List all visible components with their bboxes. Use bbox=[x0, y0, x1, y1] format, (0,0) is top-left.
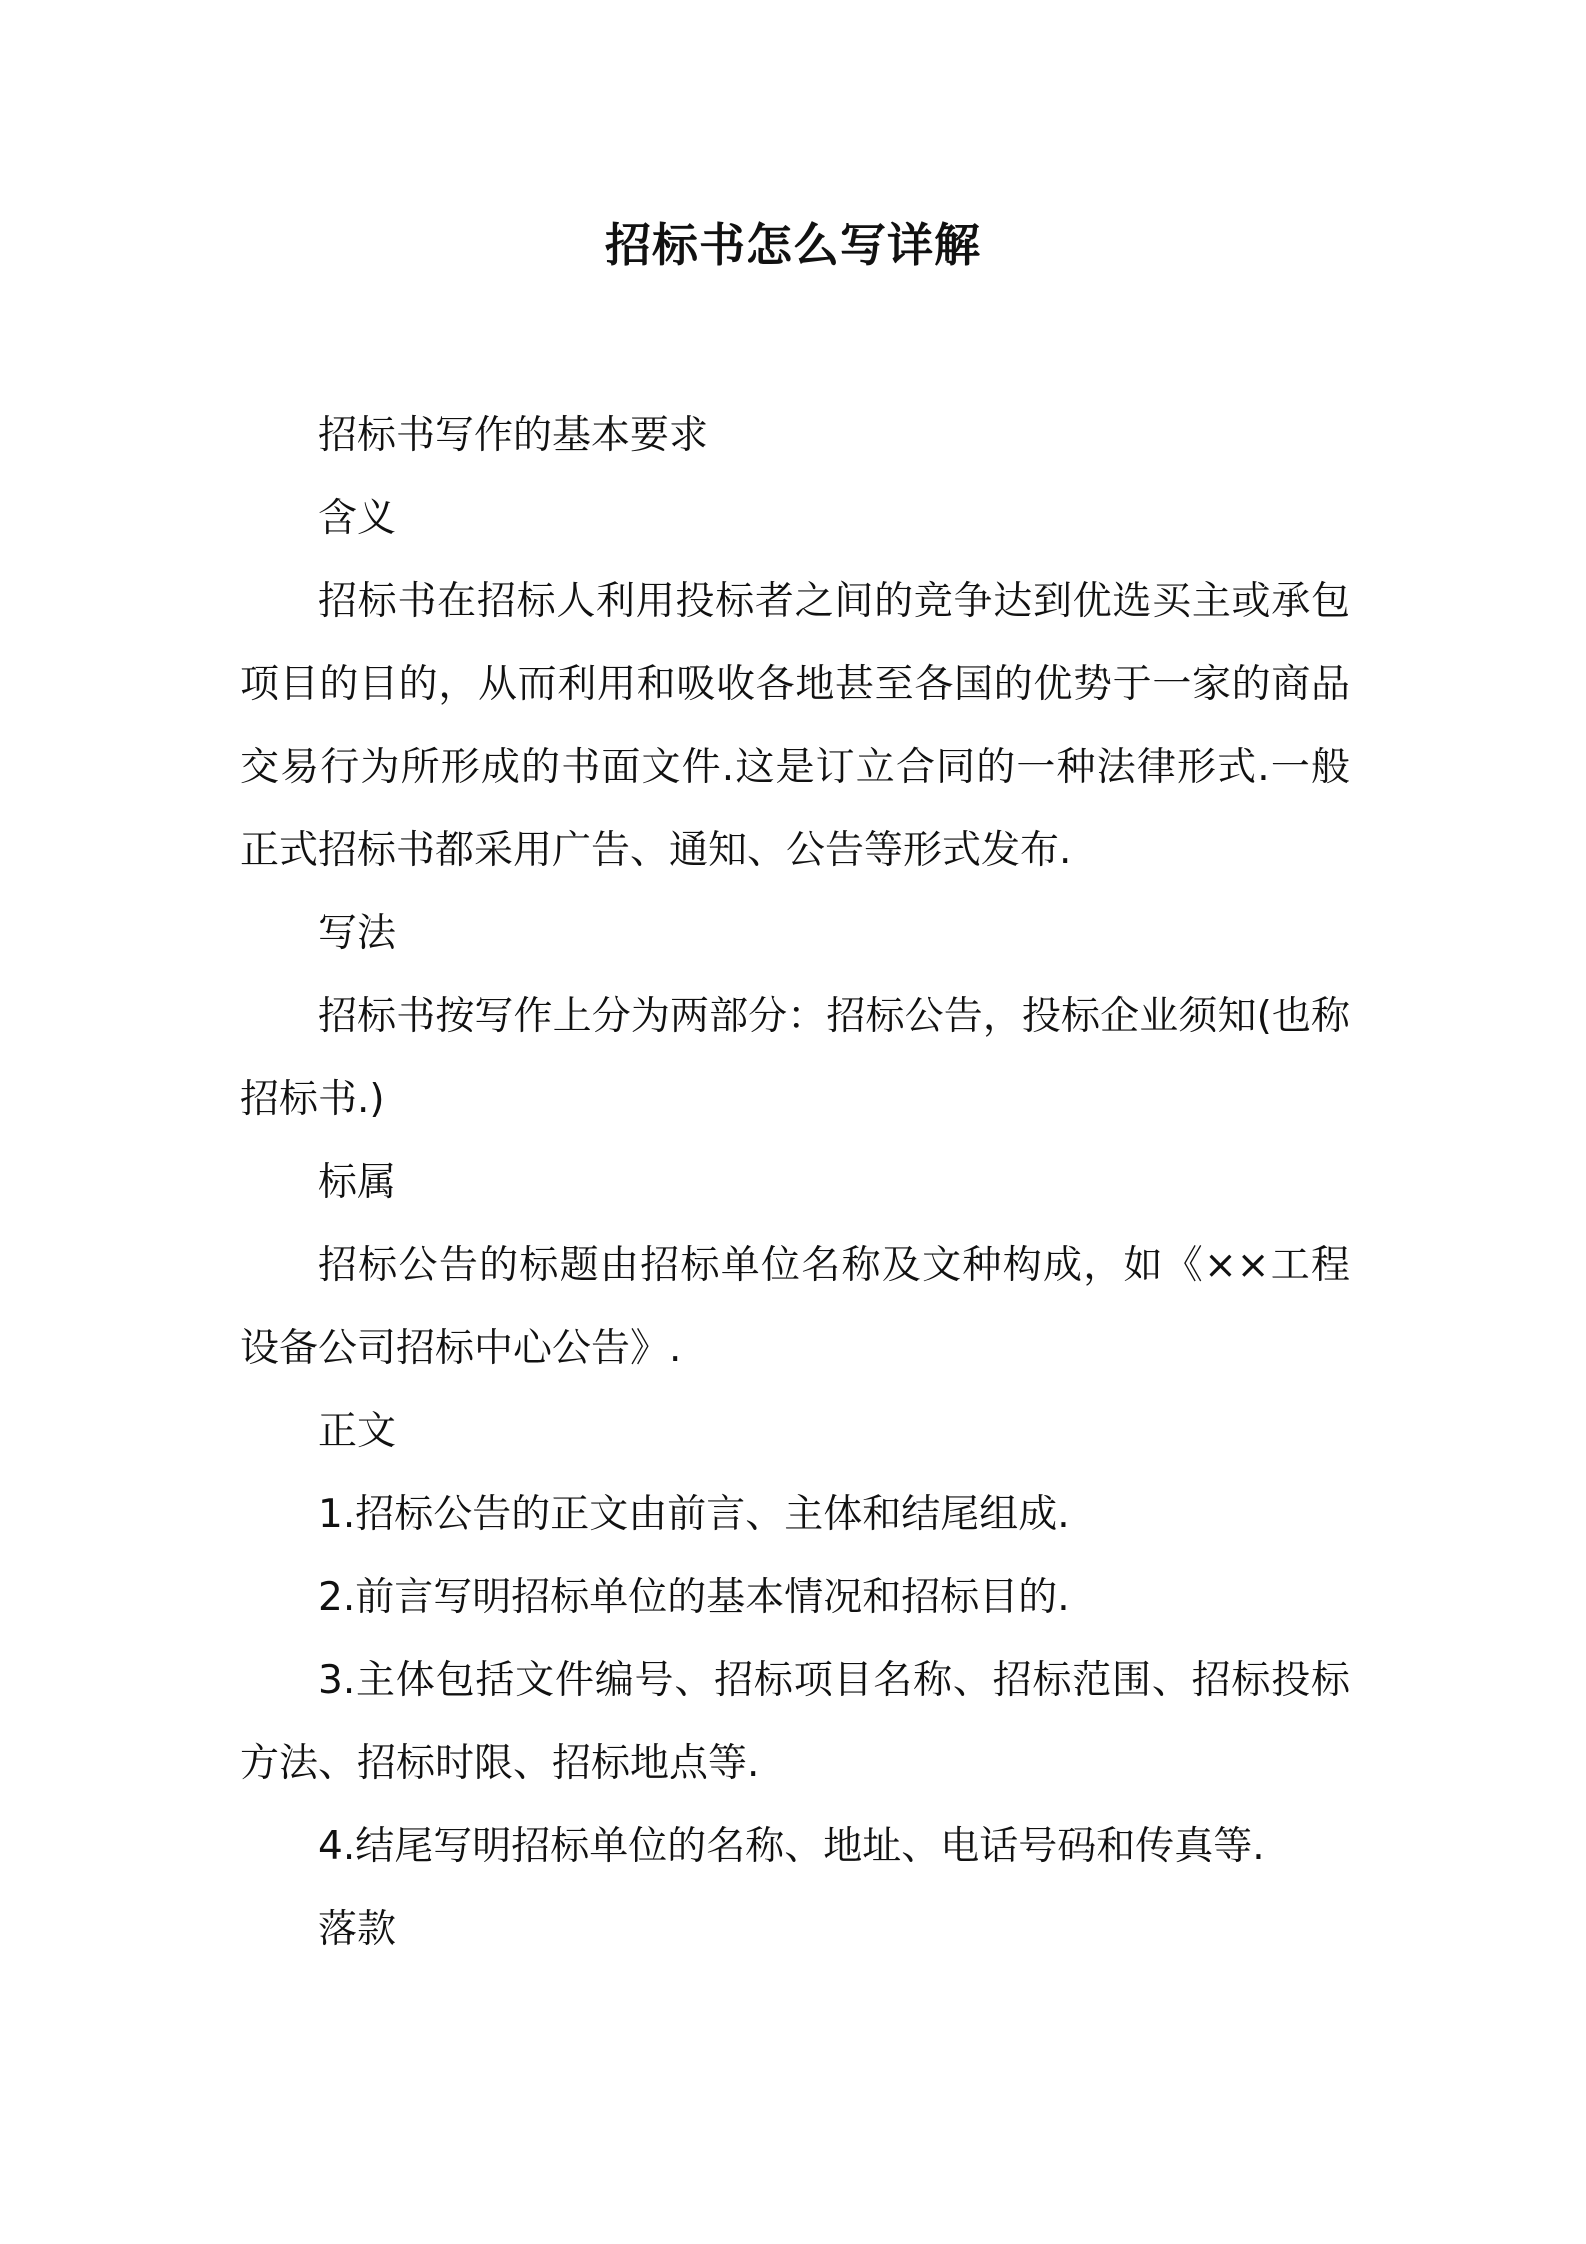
heading-main-text: 正文 bbox=[318, 1409, 397, 1454]
list-item: 3.主体包括文件编号、招标项目名称、招标范围、招标投标方法、招标时限、招标地点等. bbox=[240, 1658, 1350, 1786]
paragraph-meaning: 招标书在招标人利用投标者之间的竞争达到优选买主或承包项目的目的，从而利用和吸收各地甚至各国的优势于一家的商品交易行为所形成的书面文件.这是订立合同的一种法律形式.一般正式招标书都采用广告、通知、公告等形式发布. bbox=[240, 579, 1350, 873]
heading-meaning: 含义 bbox=[318, 496, 397, 541]
heading-title-section: 标属 bbox=[318, 1160, 397, 1205]
list-item: 1.招标公告的正文由前言、主体和结尾组成. bbox=[318, 1492, 1070, 1537]
document-title: 招标书怎么写详解 bbox=[605, 218, 981, 272]
paragraph-title-section: 招标公告的标题由招标单位名称及文种构成，如《××工程设备公司招标中心公告》. bbox=[240, 1243, 1350, 1371]
document-body bbox=[240, 394, 1350, 1971]
heading-basic-requirements: 招标书写作的基本要求 bbox=[318, 413, 709, 458]
list-item: 4.结尾写明招标单位的名称、地址、电话号码和传真等. bbox=[318, 1824, 1265, 1869]
list-item: 2.前言写明招标单位的基本情况和招标目的. bbox=[318, 1575, 1070, 1620]
heading-signature: 落款 bbox=[318, 1907, 397, 1952]
heading-writing-method: 写法 bbox=[318, 911, 397, 956]
paragraph-writing-method: 招标书按写作上分为两部分：招标公告，投标企业须知(也称招标书.) bbox=[240, 994, 1350, 1122]
